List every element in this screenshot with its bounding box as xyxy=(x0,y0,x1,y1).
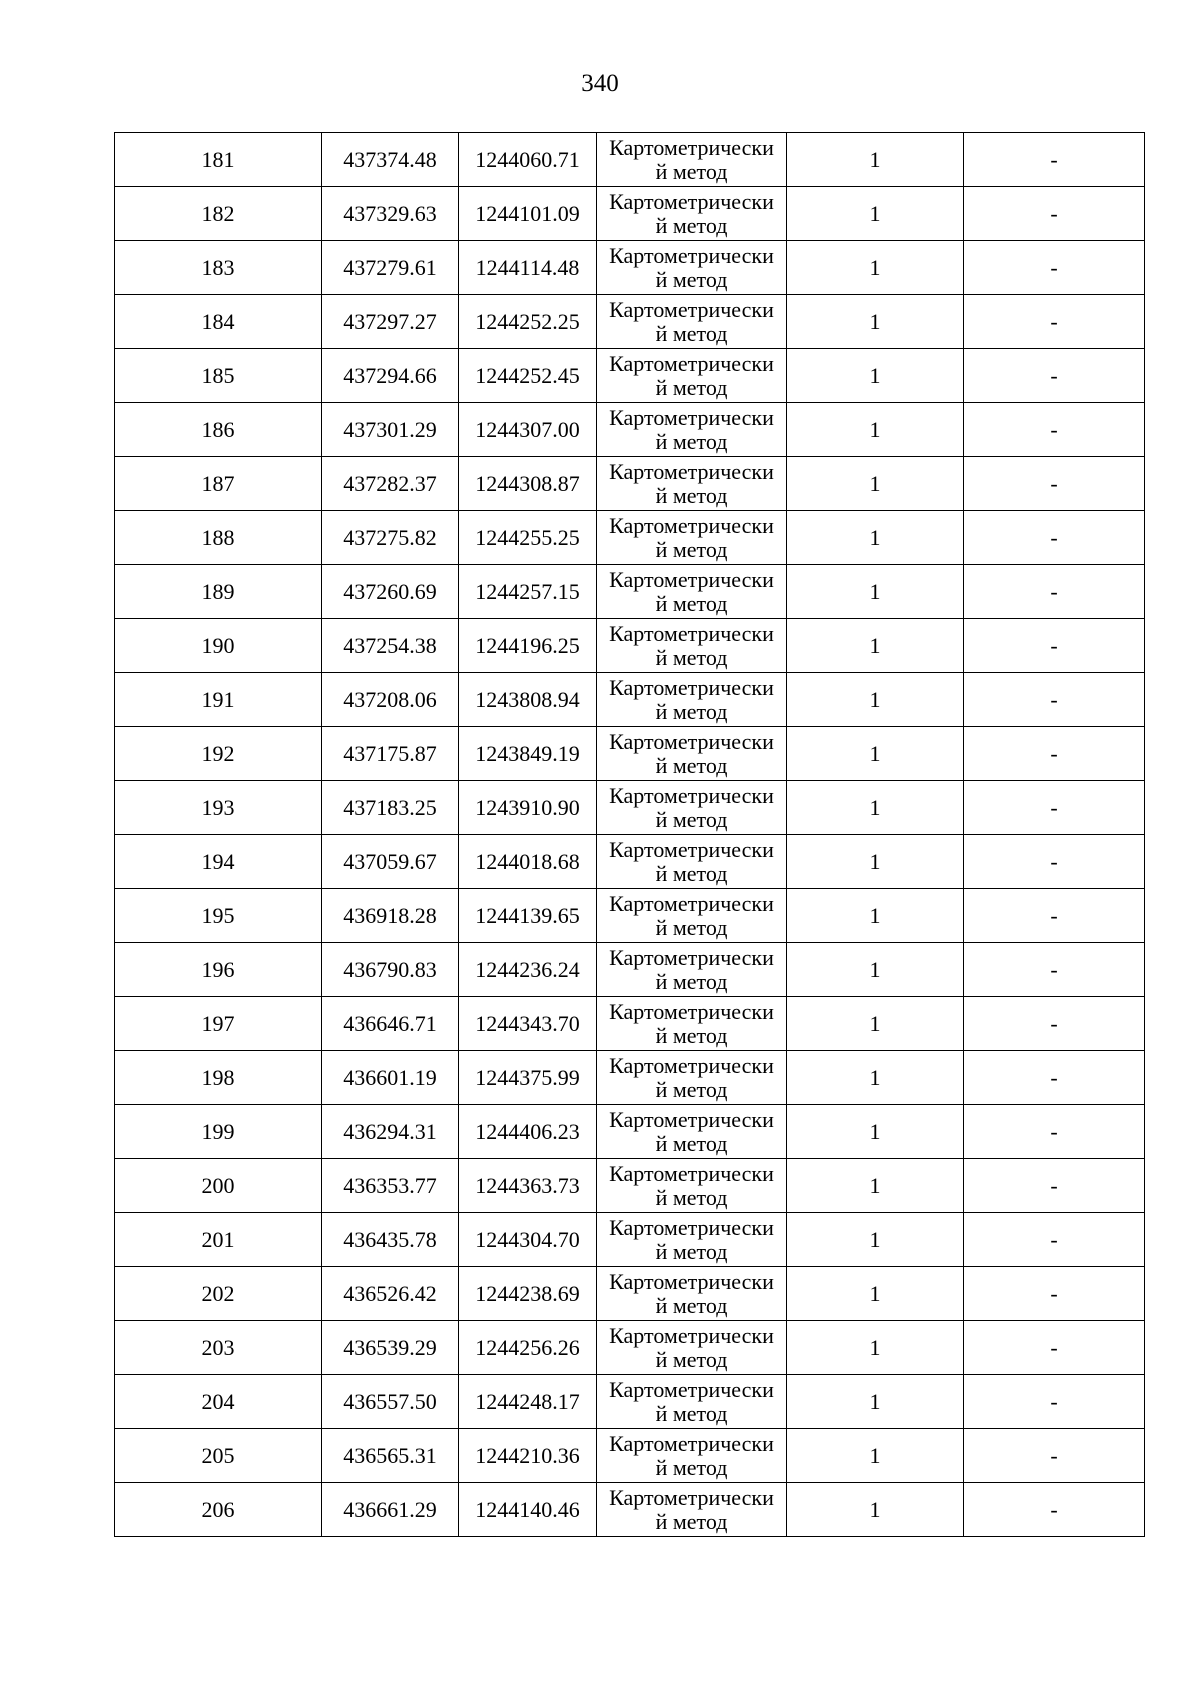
method-cell xyxy=(597,1159,787,1213)
point-number-cell: 201 xyxy=(115,1213,322,1267)
point-number-cell: 189 xyxy=(115,565,322,619)
accuracy-cell: 1 xyxy=(787,997,964,1051)
table-row xyxy=(115,1321,1145,1375)
accuracy-cell: 1 xyxy=(787,727,964,781)
y-coordinate-cell: 1244248.17 xyxy=(459,1375,597,1429)
note-cell: - xyxy=(964,511,1145,565)
note-cell: - xyxy=(964,619,1145,673)
note-cell: - xyxy=(964,565,1145,619)
y-coordinate-cell: 1244210.36 xyxy=(459,1429,597,1483)
method-cell xyxy=(597,565,787,619)
accuracy-cell: 1 xyxy=(787,781,964,835)
method-line-2: й метод xyxy=(655,861,728,886)
y-coordinate-cell: 1243910.90 xyxy=(459,781,597,835)
method-line-1: Картометрически xyxy=(609,729,774,754)
table-row xyxy=(115,727,1145,781)
point-number-cell: 196 xyxy=(115,943,322,997)
x-coordinate-cell: 437260.69 xyxy=(322,565,459,619)
table-row xyxy=(115,1267,1145,1321)
x-coordinate-cell: 436646.71 xyxy=(322,997,459,1051)
method-cell xyxy=(597,619,787,673)
method-line-1: Картометрически xyxy=(609,1053,774,1078)
y-coordinate-cell: 1244060.71 xyxy=(459,133,597,187)
method-line-2: й метод xyxy=(655,321,728,346)
method-line-2: й метод xyxy=(655,1131,728,1156)
method-line-1: Картометрически xyxy=(609,135,774,160)
method-line-1: Картометрически xyxy=(609,675,774,700)
method-cell xyxy=(597,1321,787,1375)
accuracy-cell: 1 xyxy=(787,133,964,187)
method-cell xyxy=(597,835,787,889)
method-line-1: Картометрически xyxy=(609,351,774,376)
x-coordinate-cell: 436539.29 xyxy=(322,1321,459,1375)
x-coordinate-cell: 437254.38 xyxy=(322,619,459,673)
y-coordinate-cell: 1244375.99 xyxy=(459,1051,597,1105)
note-cell: - xyxy=(964,943,1145,997)
y-coordinate-cell: 1244114.48 xyxy=(459,241,597,295)
x-coordinate-cell: 437294.66 xyxy=(322,349,459,403)
accuracy-cell: 1 xyxy=(787,1483,964,1537)
method-line-1: Картометрически xyxy=(609,1107,774,1132)
method-cell xyxy=(597,1429,787,1483)
method-cell xyxy=(597,1051,787,1105)
method-line-1: Картометрически xyxy=(609,1269,774,1294)
y-coordinate-cell: 1244236.24 xyxy=(459,943,597,997)
accuracy-cell: 1 xyxy=(787,1105,964,1159)
table-row xyxy=(115,889,1145,943)
note-cell: - xyxy=(964,889,1145,943)
table-body xyxy=(115,133,1145,1537)
method-cell xyxy=(597,1267,787,1321)
point-number-cell: 197 xyxy=(115,997,322,1051)
x-coordinate-cell: 436790.83 xyxy=(322,943,459,997)
method-cell xyxy=(597,1483,787,1537)
method-line-2: й метод xyxy=(655,159,728,184)
method-cell xyxy=(597,295,787,349)
method-cell xyxy=(597,1105,787,1159)
method-line-1: Картометрически xyxy=(609,567,774,592)
note-cell: - xyxy=(964,403,1145,457)
point-number-cell: 204 xyxy=(115,1375,322,1429)
method-line-2: й метод xyxy=(655,591,728,616)
x-coordinate-cell: 437059.67 xyxy=(322,835,459,889)
method-cell xyxy=(597,943,787,997)
point-number-cell: 202 xyxy=(115,1267,322,1321)
note-cell: - xyxy=(964,835,1145,889)
note-cell: - xyxy=(964,133,1145,187)
method-line-1: Картометрически xyxy=(609,513,774,538)
method-line-2: й метод xyxy=(655,1401,728,1426)
accuracy-cell: 1 xyxy=(787,1159,964,1213)
note-cell: - xyxy=(964,1051,1145,1105)
method-line-2: й метод xyxy=(655,429,728,454)
note-cell: - xyxy=(964,1483,1145,1537)
x-coordinate-cell: 436353.77 xyxy=(322,1159,459,1213)
point-number-cell: 206 xyxy=(115,1483,322,1537)
method-cell xyxy=(597,1375,787,1429)
table-row xyxy=(115,943,1145,997)
accuracy-cell: 1 xyxy=(787,187,964,241)
method-line-2: й метод xyxy=(655,483,728,508)
method-line-1: Картометрически xyxy=(609,621,774,646)
accuracy-cell: 1 xyxy=(787,1213,964,1267)
note-cell: - xyxy=(964,187,1145,241)
method-line-2: й метод xyxy=(655,1239,728,1264)
x-coordinate-cell: 437208.06 xyxy=(322,673,459,727)
method-line-2: й метод xyxy=(655,915,728,940)
point-number-cell: 200 xyxy=(115,1159,322,1213)
method-line-1: Картометрически xyxy=(609,945,774,970)
method-line-2: й метод xyxy=(655,375,728,400)
x-coordinate-cell: 437374.48 xyxy=(322,133,459,187)
method-line-2: й метод xyxy=(655,1023,728,1048)
note-cell: - xyxy=(964,997,1145,1051)
point-number-cell: 182 xyxy=(115,187,322,241)
note-cell: - xyxy=(964,457,1145,511)
accuracy-cell: 1 xyxy=(787,673,964,727)
y-coordinate-cell: 1244304.70 xyxy=(459,1213,597,1267)
point-number-cell: 185 xyxy=(115,349,322,403)
y-coordinate-cell: 1243849.19 xyxy=(459,727,597,781)
note-cell: - xyxy=(964,1429,1145,1483)
table-row xyxy=(115,457,1145,511)
method-cell xyxy=(597,889,787,943)
method-cell xyxy=(597,241,787,295)
method-line-1: Картометрически xyxy=(609,1485,774,1510)
table-row xyxy=(115,1051,1145,1105)
x-coordinate-cell: 437282.37 xyxy=(322,457,459,511)
accuracy-cell: 1 xyxy=(787,457,964,511)
point-number-cell: 205 xyxy=(115,1429,322,1483)
y-coordinate-cell: 1244252.25 xyxy=(459,295,597,349)
x-coordinate-cell: 436294.31 xyxy=(322,1105,459,1159)
note-cell: - xyxy=(964,1159,1145,1213)
y-coordinate-cell: 1244139.65 xyxy=(459,889,597,943)
note-cell: - xyxy=(964,349,1145,403)
point-number-cell: 193 xyxy=(115,781,322,835)
table-row xyxy=(115,187,1145,241)
method-line-2: й метод xyxy=(655,213,728,238)
y-coordinate-cell: 1243808.94 xyxy=(459,673,597,727)
y-coordinate-cell: 1244101.09 xyxy=(459,187,597,241)
point-number-cell: 198 xyxy=(115,1051,322,1105)
y-coordinate-cell: 1244196.25 xyxy=(459,619,597,673)
method-line-2: й метод xyxy=(655,1509,728,1534)
method-line-2: й метод xyxy=(655,645,728,670)
x-coordinate-cell: 437279.61 xyxy=(322,241,459,295)
table-row xyxy=(115,1105,1145,1159)
accuracy-cell: 1 xyxy=(787,1375,964,1429)
method-line-1: Картометрически xyxy=(609,243,774,268)
accuracy-cell: 1 xyxy=(787,349,964,403)
note-cell: - xyxy=(964,241,1145,295)
x-coordinate-cell: 436565.31 xyxy=(322,1429,459,1483)
method-line-1: Картометрически xyxy=(609,1161,774,1186)
method-cell xyxy=(597,781,787,835)
table-row xyxy=(115,673,1145,727)
table-row xyxy=(115,1429,1145,1483)
table-row xyxy=(115,133,1145,187)
point-number-cell: 181 xyxy=(115,133,322,187)
point-number-cell: 183 xyxy=(115,241,322,295)
y-coordinate-cell: 1244343.70 xyxy=(459,997,597,1051)
x-coordinate-cell: 436557.50 xyxy=(322,1375,459,1429)
point-number-cell: 184 xyxy=(115,295,322,349)
method-line-1: Картометрически xyxy=(609,891,774,916)
note-cell: - xyxy=(964,727,1145,781)
table-row xyxy=(115,511,1145,565)
method-cell xyxy=(597,1213,787,1267)
method-cell xyxy=(597,133,787,187)
x-coordinate-cell: 437301.29 xyxy=(322,403,459,457)
method-line-1: Картометрически xyxy=(609,837,774,862)
table-row xyxy=(115,349,1145,403)
point-number-cell: 194 xyxy=(115,835,322,889)
accuracy-cell: 1 xyxy=(787,403,964,457)
page-number: 340 xyxy=(581,70,619,97)
x-coordinate-cell: 436918.28 xyxy=(322,889,459,943)
point-number-cell: 187 xyxy=(115,457,322,511)
table-row xyxy=(115,1159,1145,1213)
note-cell: - xyxy=(964,673,1145,727)
method-cell xyxy=(597,727,787,781)
x-coordinate-cell: 437175.87 xyxy=(322,727,459,781)
note-cell: - xyxy=(964,1375,1145,1429)
table-row xyxy=(115,295,1145,349)
method-cell xyxy=(597,187,787,241)
y-coordinate-cell: 1244307.00 xyxy=(459,403,597,457)
method-cell xyxy=(597,457,787,511)
x-coordinate-cell: 437297.27 xyxy=(322,295,459,349)
accuracy-cell: 1 xyxy=(787,1051,964,1105)
accuracy-cell: 1 xyxy=(787,1429,964,1483)
method-line-1: Картометрически xyxy=(609,1377,774,1402)
y-coordinate-cell: 1244238.69 xyxy=(459,1267,597,1321)
method-line-2: й метод xyxy=(655,1347,728,1372)
method-cell xyxy=(597,997,787,1051)
table-row xyxy=(115,781,1145,835)
x-coordinate-cell: 436435.78 xyxy=(322,1213,459,1267)
method-cell xyxy=(597,349,787,403)
accuracy-cell: 1 xyxy=(787,835,964,889)
method-line-2: й метод xyxy=(655,969,728,994)
point-number-cell: 199 xyxy=(115,1105,322,1159)
method-line-2: й метод xyxy=(655,1455,728,1480)
method-cell xyxy=(597,673,787,727)
note-cell: - xyxy=(964,1321,1145,1375)
point-number-cell: 192 xyxy=(115,727,322,781)
table-row xyxy=(115,619,1145,673)
note-cell: - xyxy=(964,1267,1145,1321)
y-coordinate-cell: 1244257.15 xyxy=(459,565,597,619)
method-line-1: Картометрически xyxy=(609,297,774,322)
method-line-1: Картометрически xyxy=(609,189,774,214)
point-number-cell: 188 xyxy=(115,511,322,565)
accuracy-cell: 1 xyxy=(787,511,964,565)
method-line-1: Картометрически xyxy=(609,405,774,430)
accuracy-cell: 1 xyxy=(787,943,964,997)
method-line-2: й метод xyxy=(655,1293,728,1318)
x-coordinate-cell: 436526.42 xyxy=(322,1267,459,1321)
table-row xyxy=(115,835,1145,889)
x-coordinate-cell: 437183.25 xyxy=(322,781,459,835)
table-row xyxy=(115,241,1145,295)
y-coordinate-cell: 1244256.26 xyxy=(459,1321,597,1375)
table-row xyxy=(115,997,1145,1051)
table-row xyxy=(115,1213,1145,1267)
y-coordinate-cell: 1244140.46 xyxy=(459,1483,597,1537)
x-coordinate-cell: 436661.29 xyxy=(322,1483,459,1537)
accuracy-cell: 1 xyxy=(787,619,964,673)
point-number-cell: 203 xyxy=(115,1321,322,1375)
method-line-2: й метод xyxy=(655,537,728,562)
method-line-2: й метод xyxy=(655,807,728,832)
point-number-cell: 195 xyxy=(115,889,322,943)
x-coordinate-cell: 437329.63 xyxy=(322,187,459,241)
y-coordinate-cell: 1244363.73 xyxy=(459,1159,597,1213)
method-line-1: Картометрически xyxy=(609,1323,774,1348)
method-cell xyxy=(597,403,787,457)
method-line-1: Картометрически xyxy=(609,459,774,484)
method-line-2: й метод xyxy=(655,753,728,778)
method-line-1: Картометрически xyxy=(609,783,774,808)
accuracy-cell: 1 xyxy=(787,889,964,943)
x-coordinate-cell: 437275.82 xyxy=(322,511,459,565)
y-coordinate-cell: 1244255.25 xyxy=(459,511,597,565)
method-line-2: й метод xyxy=(655,1077,728,1102)
method-line-2: й метод xyxy=(655,699,728,724)
table-row xyxy=(115,1483,1145,1537)
accuracy-cell: 1 xyxy=(787,1321,964,1375)
accuracy-cell: 1 xyxy=(787,565,964,619)
accuracy-cell: 1 xyxy=(787,241,964,295)
method-line-2: й метод xyxy=(655,267,728,292)
method-line-1: Картометрически xyxy=(609,999,774,1024)
note-cell: - xyxy=(964,295,1145,349)
x-coordinate-cell: 436601.19 xyxy=(322,1051,459,1105)
note-cell: - xyxy=(964,1213,1145,1267)
method-cell xyxy=(597,511,787,565)
point-number-cell: 190 xyxy=(115,619,322,673)
method-line-1: Картометрически xyxy=(609,1431,774,1456)
coordinates-table xyxy=(114,132,1145,1537)
method-line-1: Картометрически xyxy=(609,1215,774,1240)
table-row xyxy=(115,565,1145,619)
y-coordinate-cell: 1244252.45 xyxy=(459,349,597,403)
accuracy-cell: 1 xyxy=(787,295,964,349)
note-cell: - xyxy=(964,1105,1145,1159)
note-cell: - xyxy=(964,781,1145,835)
accuracy-cell: 1 xyxy=(787,1267,964,1321)
table-row xyxy=(115,403,1145,457)
method-line-2: й метод xyxy=(655,1185,728,1210)
y-coordinate-cell: 1244406.23 xyxy=(459,1105,597,1159)
point-number-cell: 191 xyxy=(115,673,322,727)
y-coordinate-cell: 1244308.87 xyxy=(459,457,597,511)
y-coordinate-cell: 1244018.68 xyxy=(459,835,597,889)
table-row xyxy=(115,1375,1145,1429)
point-number-cell: 186 xyxy=(115,403,322,457)
